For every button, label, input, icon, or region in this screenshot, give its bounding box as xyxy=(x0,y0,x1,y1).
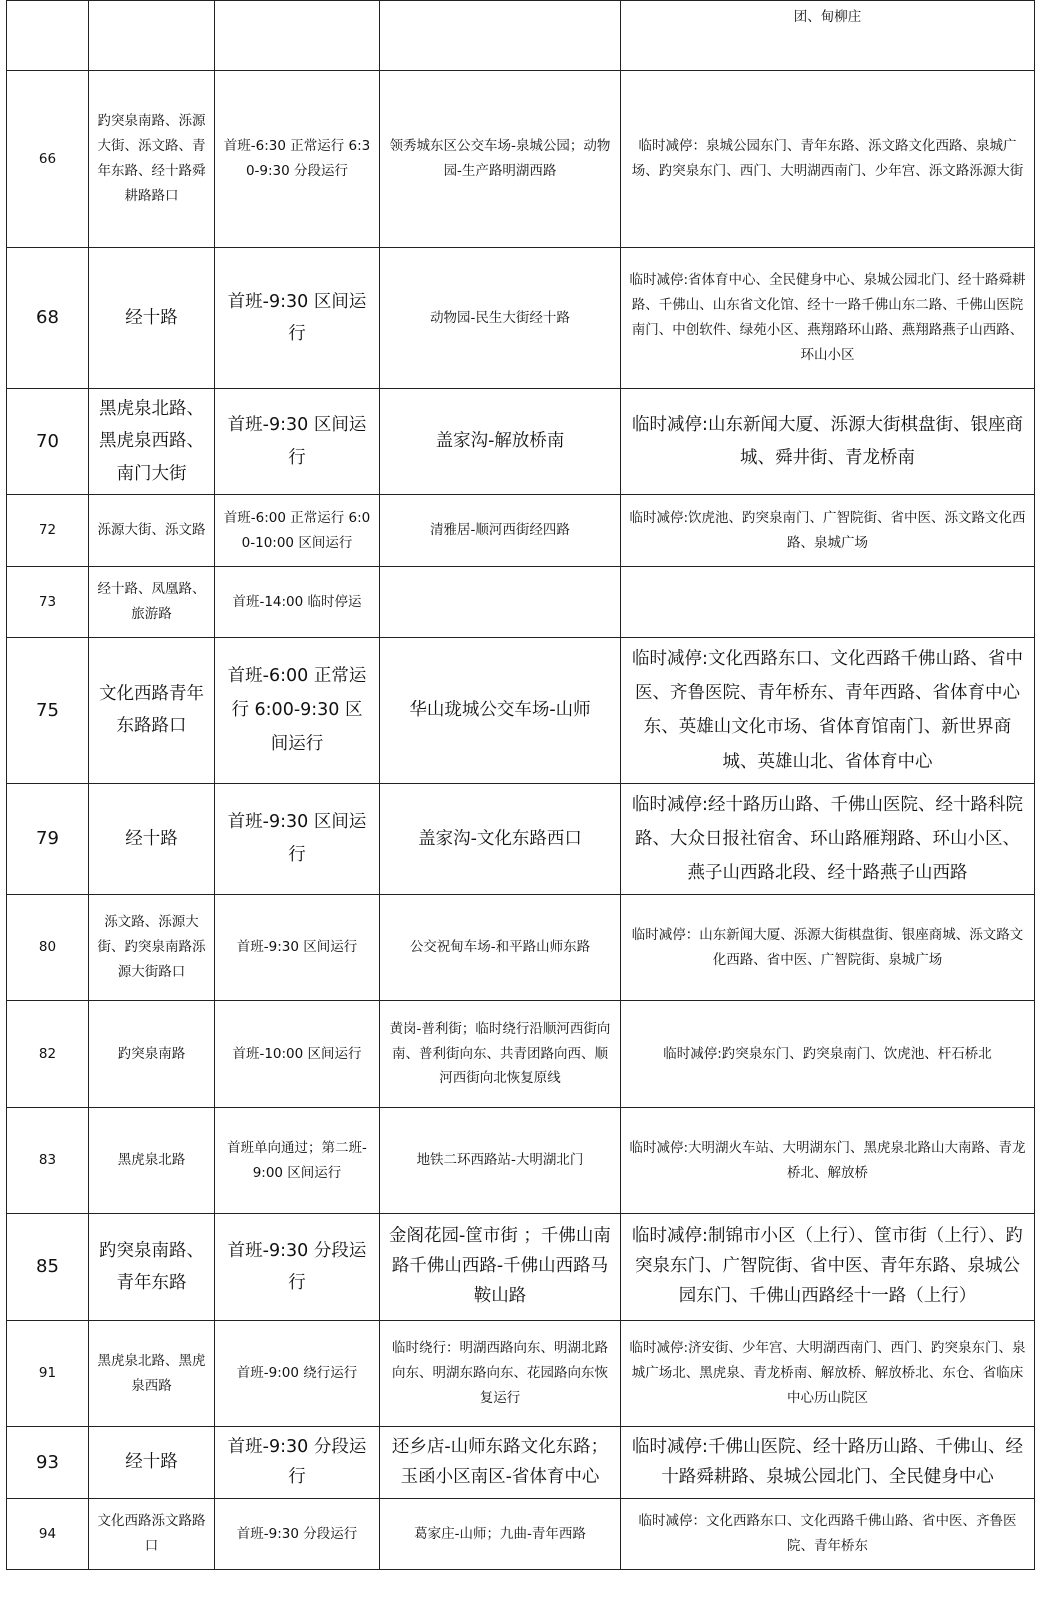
stops-cell: 临时减停:经十路历山路、千佛山医院、经十路科院路、大众日报社宿舍、环山路雁翔路、环山小区、燕子山西路北段、经十路燕子山西路 xyxy=(621,783,1035,894)
road-cell: 经十路 xyxy=(89,1427,215,1499)
table-row xyxy=(7,389,1035,495)
time-cell: 首班-9:30 分段运行 xyxy=(215,1214,380,1321)
route-number-cell: 85 xyxy=(7,1214,89,1321)
route-number-cell xyxy=(7,1,89,71)
time-cell: 首班-6:00 正常运行 6:00-9:30 区间运行 xyxy=(215,638,380,784)
time-cell: 首班-10:00 区间运行 xyxy=(215,1001,380,1108)
table-row xyxy=(7,1427,1035,1499)
road-cell: 经十路 xyxy=(89,783,215,894)
route-cell: 盖家沟-文化东路西口 xyxy=(380,783,621,894)
road-cell: 趵突泉南路 xyxy=(89,1001,215,1108)
route-number-cell: 93 xyxy=(7,1427,89,1499)
route-cell: 黄岗-普利街；临时绕行沿顺河西街向南、普利街向东、共青团路向西、顺河西街向北恢复原线 xyxy=(380,1001,621,1108)
table-row xyxy=(7,1214,1035,1321)
route-number-cell: 80 xyxy=(7,895,89,1001)
route-cell: 地铁二环西路站-大明湖北门 xyxy=(380,1108,621,1214)
road-cell: 文化西路泺文路路口 xyxy=(89,1499,215,1570)
route-cell xyxy=(380,1,621,71)
time-cell: 首班-9:30 区间运行 xyxy=(215,895,380,1001)
route-cell: 盖家沟-解放桥南 xyxy=(380,389,621,495)
route-number-cell: 72 xyxy=(7,495,89,567)
route-cell xyxy=(380,567,621,638)
stops-cell xyxy=(621,567,1035,638)
route-number-cell: 94 xyxy=(7,1499,89,1570)
route-cell: 还乡店-山师东路文化东路；玉函小区南区-省体育中心 xyxy=(380,1427,621,1499)
time-cell: 首班-9:00 绕行运行 xyxy=(215,1321,380,1427)
time-cell: 首班-9:30 区间运行 xyxy=(215,389,380,495)
time-cell: 首班单向通过；第二班-9:00 区间运行 xyxy=(215,1108,380,1214)
stops-cell: 临时减停:大明湖火车站、大明湖东门、黑虎泉北路山大南路、青龙桥北、解放桥 xyxy=(621,1108,1035,1214)
route-number-cell: 82 xyxy=(7,1001,89,1108)
table-row xyxy=(7,895,1035,1001)
table-row xyxy=(7,1321,1035,1427)
bus-schedule-table xyxy=(6,0,1035,1570)
stops-cell: 临时减停:制锦市小区（上行）、筐市街（上行）、趵突泉东门、广智院街、省中医、青年东路、泉城公园东门、千佛山西路经十一路（上行） xyxy=(621,1214,1035,1321)
route-number-cell: 68 xyxy=(7,248,89,389)
route-cell: 清雅居-顺河西街经四路 xyxy=(380,495,621,567)
route-number-cell: 83 xyxy=(7,1108,89,1214)
route-cell: 金阁花园-筐市街 ；千佛山南路千佛山西路-千佛山西路马鞍山路 xyxy=(380,1214,621,1321)
stops-cell: 临时减停:济安街、少年宫、大明湖西南门、西门、趵突泉东门、泉城广场北、黑虎泉、青龙桥南、解放桥、解放桥北、东仓、省临床中心历山院区 xyxy=(621,1321,1035,1427)
time-cell: 首班-9:30 区间运行 xyxy=(215,783,380,894)
route-number-cell: 75 xyxy=(7,638,89,784)
route-cell: 临时绕行：明湖西路向东、明湖北路向东、明湖东路向东、花园路向东恢复运行 xyxy=(380,1321,621,1427)
road-cell: 趵突泉南路、泺源大街、泺文路、青年东路、经十路舜耕路路口 xyxy=(89,71,215,248)
stops-cell: 临时减停：文化西路东口、文化西路千佛山路、省中医、齐鲁医院、青年桥东 xyxy=(621,1499,1035,1570)
time-cell: 首班-6:00 正常运行 6:00-10:00 区间运行 xyxy=(215,495,380,567)
road-cell: 文化西路青年东路路口 xyxy=(89,638,215,784)
time-cell xyxy=(215,1,380,71)
table-row xyxy=(7,567,1035,638)
route-cell: 华山珑城公交车场-山师 xyxy=(380,638,621,784)
time-cell: 首班-6:30 正常运行 6:30-9:30 分段运行 xyxy=(215,71,380,248)
route-cell: 葛家庄-山师；九曲-青年西路 xyxy=(380,1499,621,1570)
road-cell: 经十路、凤凰路、旅游路 xyxy=(89,567,215,638)
stops-cell: 团、甸柳庄 xyxy=(621,1,1035,71)
table-row xyxy=(7,71,1035,248)
road-cell: 黑虎泉北路 xyxy=(89,1108,215,1214)
route-cell: 动物园-民生大街经十路 xyxy=(380,248,621,389)
table-row xyxy=(7,1001,1035,1108)
time-cell: 首班-14:00 临时停运 xyxy=(215,567,380,638)
road-cell: 经十路 xyxy=(89,248,215,389)
table-row xyxy=(7,783,1035,894)
stops-cell: 临时减停：泉城公园东门、青年东路、泺文路文化西路、泉城广场、趵突泉东门、西门、大明湖西南门、少年宫、泺文路泺源大街 xyxy=(621,71,1035,248)
road-cell: 黑虎泉北路、黑虎泉西路、南门大街 xyxy=(89,389,215,495)
table-row xyxy=(7,1499,1035,1570)
road-cell: 泺源大街、泺文路 xyxy=(89,495,215,567)
time-cell: 首班-9:30 分段运行 xyxy=(215,1427,380,1499)
road-cell: 泺文路、泺源大街、趵突泉南路泺源大街路口 xyxy=(89,895,215,1001)
route-cell: 领秀城东区公交车场-泉城公园；动物园-生产路明湖西路 xyxy=(380,71,621,248)
route-number-cell: 66 xyxy=(7,71,89,248)
table-row xyxy=(7,1,1035,71)
route-number-cell: 73 xyxy=(7,567,89,638)
road-cell xyxy=(89,1,215,71)
stops-cell: 临时减停:千佛山医院、经十路历山路、千佛山、经十路舜耕路、泉城公园北门、全民健身中心 xyxy=(621,1427,1035,1499)
time-cell: 首班-9:30 区间运行 xyxy=(215,248,380,389)
table-row xyxy=(7,495,1035,567)
stops-cell: 临时减停:文化西路东口、文化西路千佛山路、省中医、齐鲁医院、青年桥东、青年西路、省体育中心东、英雄山文化市场、省体育馆南门、新世界商城、英雄山北、省体育中心 xyxy=(621,638,1035,784)
table-row xyxy=(7,1108,1035,1214)
stops-cell: 临时减停:趵突泉东门、趵突泉南门、饮虎池、杆石桥北 xyxy=(621,1001,1035,1108)
road-cell: 趵突泉南路、青年东路 xyxy=(89,1214,215,1321)
table-row xyxy=(7,638,1035,784)
route-number-cell: 70 xyxy=(7,389,89,495)
time-cell: 首班-9:30 分段运行 xyxy=(215,1499,380,1570)
road-cell: 黑虎泉北路、黑虎泉西路 xyxy=(89,1321,215,1427)
route-number-cell: 79 xyxy=(7,783,89,894)
stops-cell: 临时减停:山东新闻大厦、泺源大街棋盘街、银座商城、舜井街、青龙桥南 xyxy=(621,389,1035,495)
table-row xyxy=(7,248,1035,389)
stops-cell: 临时减停:省体育中心、全民健身中心、泉城公园北门、经十路舜耕路、千佛山、山东省文化馆、经十一路千佛山东二路、千佛山医院南门、中创软件、绿苑小区、燕翔路环山路、燕翔路燕子山西路、环山小区 xyxy=(621,248,1035,389)
route-cell: 公交祝甸车场-和平路山师东路 xyxy=(380,895,621,1001)
stops-cell: 临时减停:饮虎池、趵突泉南门、广智院街、省中医、泺文路文化西路、泉城广场 xyxy=(621,495,1035,567)
route-number-cell: 91 xyxy=(7,1321,89,1427)
stops-cell: 临时减停：山东新闻大厦、泺源大街棋盘街、银座商城、泺文路文化西路、省中医、广智院街、泉城广场 xyxy=(621,895,1035,1001)
